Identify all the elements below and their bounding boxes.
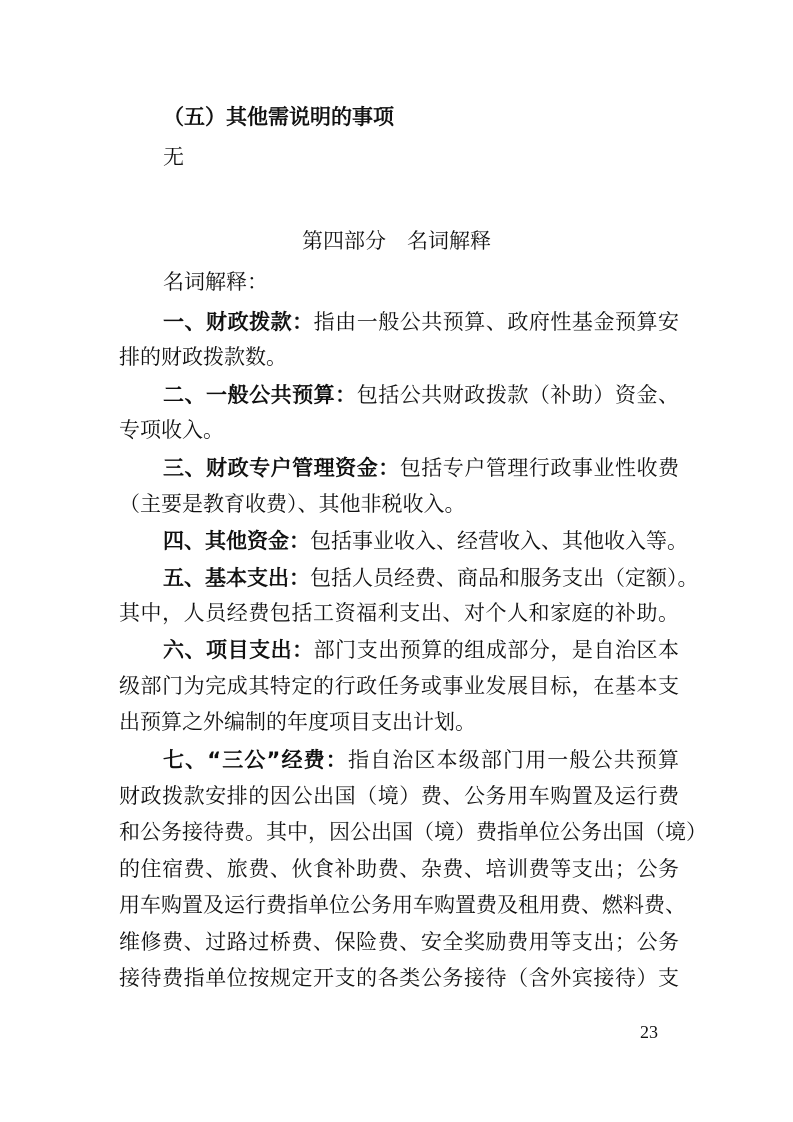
part-title: 第四部分 名词解释 xyxy=(302,229,491,253)
term-text-continued: 其中，人员经费包括工资福利支出、对个人和家庭的补助。 xyxy=(119,601,679,625)
term-paragraph-2 xyxy=(163,381,679,409)
term-paragraph-5 xyxy=(163,564,699,592)
page-number: 23 xyxy=(640,1022,658,1042)
term-label: 六、项目支出： xyxy=(163,638,314,662)
term-text: 包括人员经费、商品和服务支出（定额）。 xyxy=(310,566,699,590)
term-label: 五、基本支出： xyxy=(163,566,310,590)
section-body: 无 xyxy=(163,145,184,169)
section-heading: （五）其他需说明的事项 xyxy=(163,105,394,129)
term-label: 三、财政专户管理资金： xyxy=(163,456,400,480)
term-paragraph-4 xyxy=(163,527,688,555)
term-text-continued: 出预算之外编制的年度项目支出计划。 xyxy=(119,710,476,734)
term-paragraph-3 xyxy=(163,454,679,482)
term-paragraph-7 xyxy=(163,746,679,774)
term-text: 包括公共财政拨款（补助）资金、 xyxy=(356,383,680,407)
term-text-continued: 财政拨款安排的因公出国（境）费、公务用车购置及运行费 xyxy=(119,784,679,808)
term-text: 指自治区本级部门用一般公共预算 xyxy=(347,748,679,772)
term-text-continued: 排的财政拨款数。 xyxy=(119,345,287,369)
term-text-continued: 的住宿费、旅费、伙食补助费、杂费、培训费等支出；公务 xyxy=(119,857,679,881)
term-text-continued: 维修费、过路过桥费、保险费、安全奖励费用等支出；公务 xyxy=(119,930,679,954)
term-text: 包括专户管理行政事业性收费 xyxy=(399,456,680,480)
term-text-continued: 和公务接待费。其中，因公出国（境）费指单位公务出国（境） xyxy=(119,820,707,844)
term-text: 包括事业收入、经营收入、其他收入等。 xyxy=(310,529,688,553)
term-text-continued: 级部门为完成其特定的行政任务或事业发展目标，在基本支 xyxy=(119,674,679,698)
intro-text: 名词解释： xyxy=(163,270,268,294)
term-label: 一、财政拨款： xyxy=(163,310,314,334)
term-text: 指由一般公共预算、政府性基金预算安 xyxy=(313,310,680,334)
term-text-continued: 专项收入。 xyxy=(119,418,224,442)
term-label: 七、“三公”经费： xyxy=(163,748,348,772)
term-paragraph-1 xyxy=(163,308,679,336)
term-text-continued: （主要是教育收费）、其他非税收入。 xyxy=(119,492,466,516)
term-label: 二、一般公共预算： xyxy=(163,383,357,407)
term-text-continued: 接待费指单位按规定开支的各类公务接待（含外宾接待）支 xyxy=(119,966,679,990)
term-label: 四、其他资金： xyxy=(163,529,310,553)
term-text: 部门支出预算的组成部分，是自治区本 xyxy=(313,638,680,662)
term-text-continued: 用车购置及运行费指单位公务用车购置费及租用费、燃料费、 xyxy=(119,893,686,917)
term-paragraph-6 xyxy=(163,636,679,664)
